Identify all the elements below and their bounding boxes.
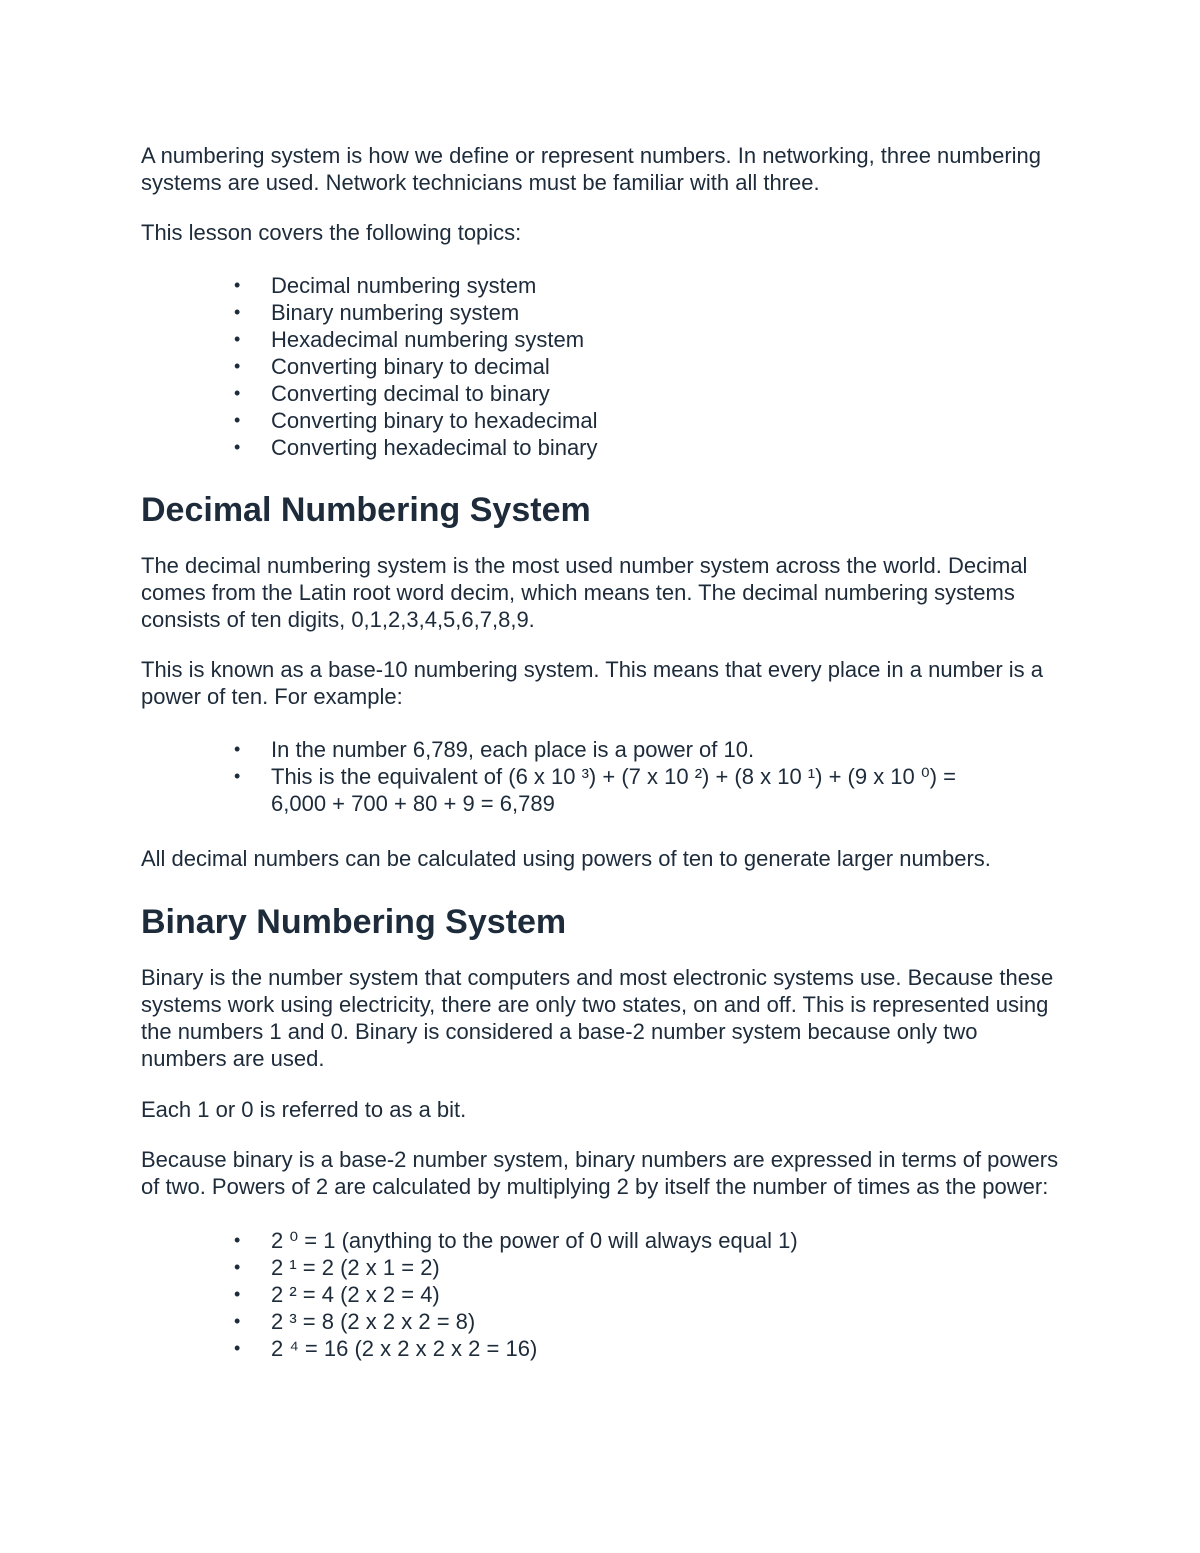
bullet-icon: •: [234, 1338, 241, 1358]
list-item: • Decimal numbering system: [234, 273, 537, 298]
decimal-paragraph-1: The decimal numbering system is the most used number system across the world. Decimal comes from the Latin root word decim, which means ten. The decimal numbering systems consists of ten digits, 0,1,2,3,4,5,6,7,8,9.: [141, 553, 1028, 632]
list-item: • 2 ¹ = 2 (2 x 1 = 2): [234, 1255, 440, 1280]
list-item: • 2 ⁴ = 16 (2 x 2 x 2 x 2 = 16): [234, 1336, 538, 1361]
bullet-icon: •: [234, 356, 241, 376]
binary-paragraph-1: Binary is the number system that computers and most electronic systems use. Because these systems work using electricity, there are only two states, on and off. This is represented using the numbers 1 and 0. Binary is considered a base-2 number system because only two numbers are used.: [141, 965, 1054, 1071]
bullet-icon: •: [234, 1311, 241, 1331]
decimal-heading: Decimal Numbering System: [141, 491, 591, 529]
list-item: • Converting binary to hexadecimal: [234, 408, 598, 433]
intro-paragraph: A numbering system is how we define or represent numbers. In networking, three numbering systems are used. Network technicians must be familiar with all three.: [141, 143, 1042, 195]
list-item: • 2 ⁰ = 1 (anything to the power of 0 will always equal 1): [234, 1228, 798, 1253]
bullet-icon: •: [234, 329, 241, 349]
decimal-paragraph-2: This is known as a base-10 numbering system. This means that every place in a number is a power of ten. For example:: [141, 657, 1044, 709]
binary-paragraph-2: Each 1 or 0 is referred to as a bit.: [141, 1097, 467, 1122]
list-item: • In the number 6,789, each place is a power of 10.: [234, 737, 755, 762]
list-item: • Converting hexadecimal to binary: [234, 435, 598, 460]
document-page: [141, 142, 1061, 1362]
list-item: • 2 ² = 4 (2 x 2 = 4): [234, 1282, 440, 1307]
powers-of-two-list: [141, 1227, 1061, 1362]
bullet-icon: •: [234, 275, 241, 295]
bullet-icon: •: [234, 410, 241, 430]
bullet-icon: •: [234, 437, 241, 457]
bullet-icon: •: [234, 766, 241, 786]
topics-list: [141, 272, 1061, 461]
bullet-icon: •: [234, 1230, 241, 1250]
bullet-icon: •: [234, 302, 241, 322]
binary-heading: Binary Numbering System: [141, 903, 567, 941]
list-item: • This is the equivalent of (6 x 10 ³) + (7 x 10 ²) + (8 x 10 ¹) + (9 x 10 ⁰) = 6,000 + 700 + 80 + 9 = 6,789: [234, 764, 956, 816]
list-item: • Hexadecimal numbering system: [234, 327, 585, 352]
bullet-icon: •: [234, 1257, 241, 1277]
decimal-paragraph-3: All decimal numbers can be calculated using powers of ten to generate larger numbers.: [141, 846, 991, 871]
bullet-icon: •: [234, 739, 241, 759]
list-item: • Binary numbering system: [234, 300, 520, 325]
binary-paragraph-3: Because binary is a base-2 number system, binary numbers are expressed in terms of powers of two. Powers of 2 are calculated by multiplying 2 by itself the number of times as the power:: [141, 1147, 1059, 1199]
list-item: • Converting decimal to binary: [234, 381, 550, 406]
topics-intro: This lesson covers the following topics:: [141, 220, 522, 245]
list-item: • Converting binary to decimal: [234, 354, 550, 379]
bullet-icon: •: [234, 1284, 241, 1304]
decimal-example-list: [141, 736, 1061, 817]
list-item: • 2 ³ = 8 (2 x 2 x 2 = 8): [234, 1309, 476, 1334]
bullet-icon: •: [234, 383, 241, 403]
